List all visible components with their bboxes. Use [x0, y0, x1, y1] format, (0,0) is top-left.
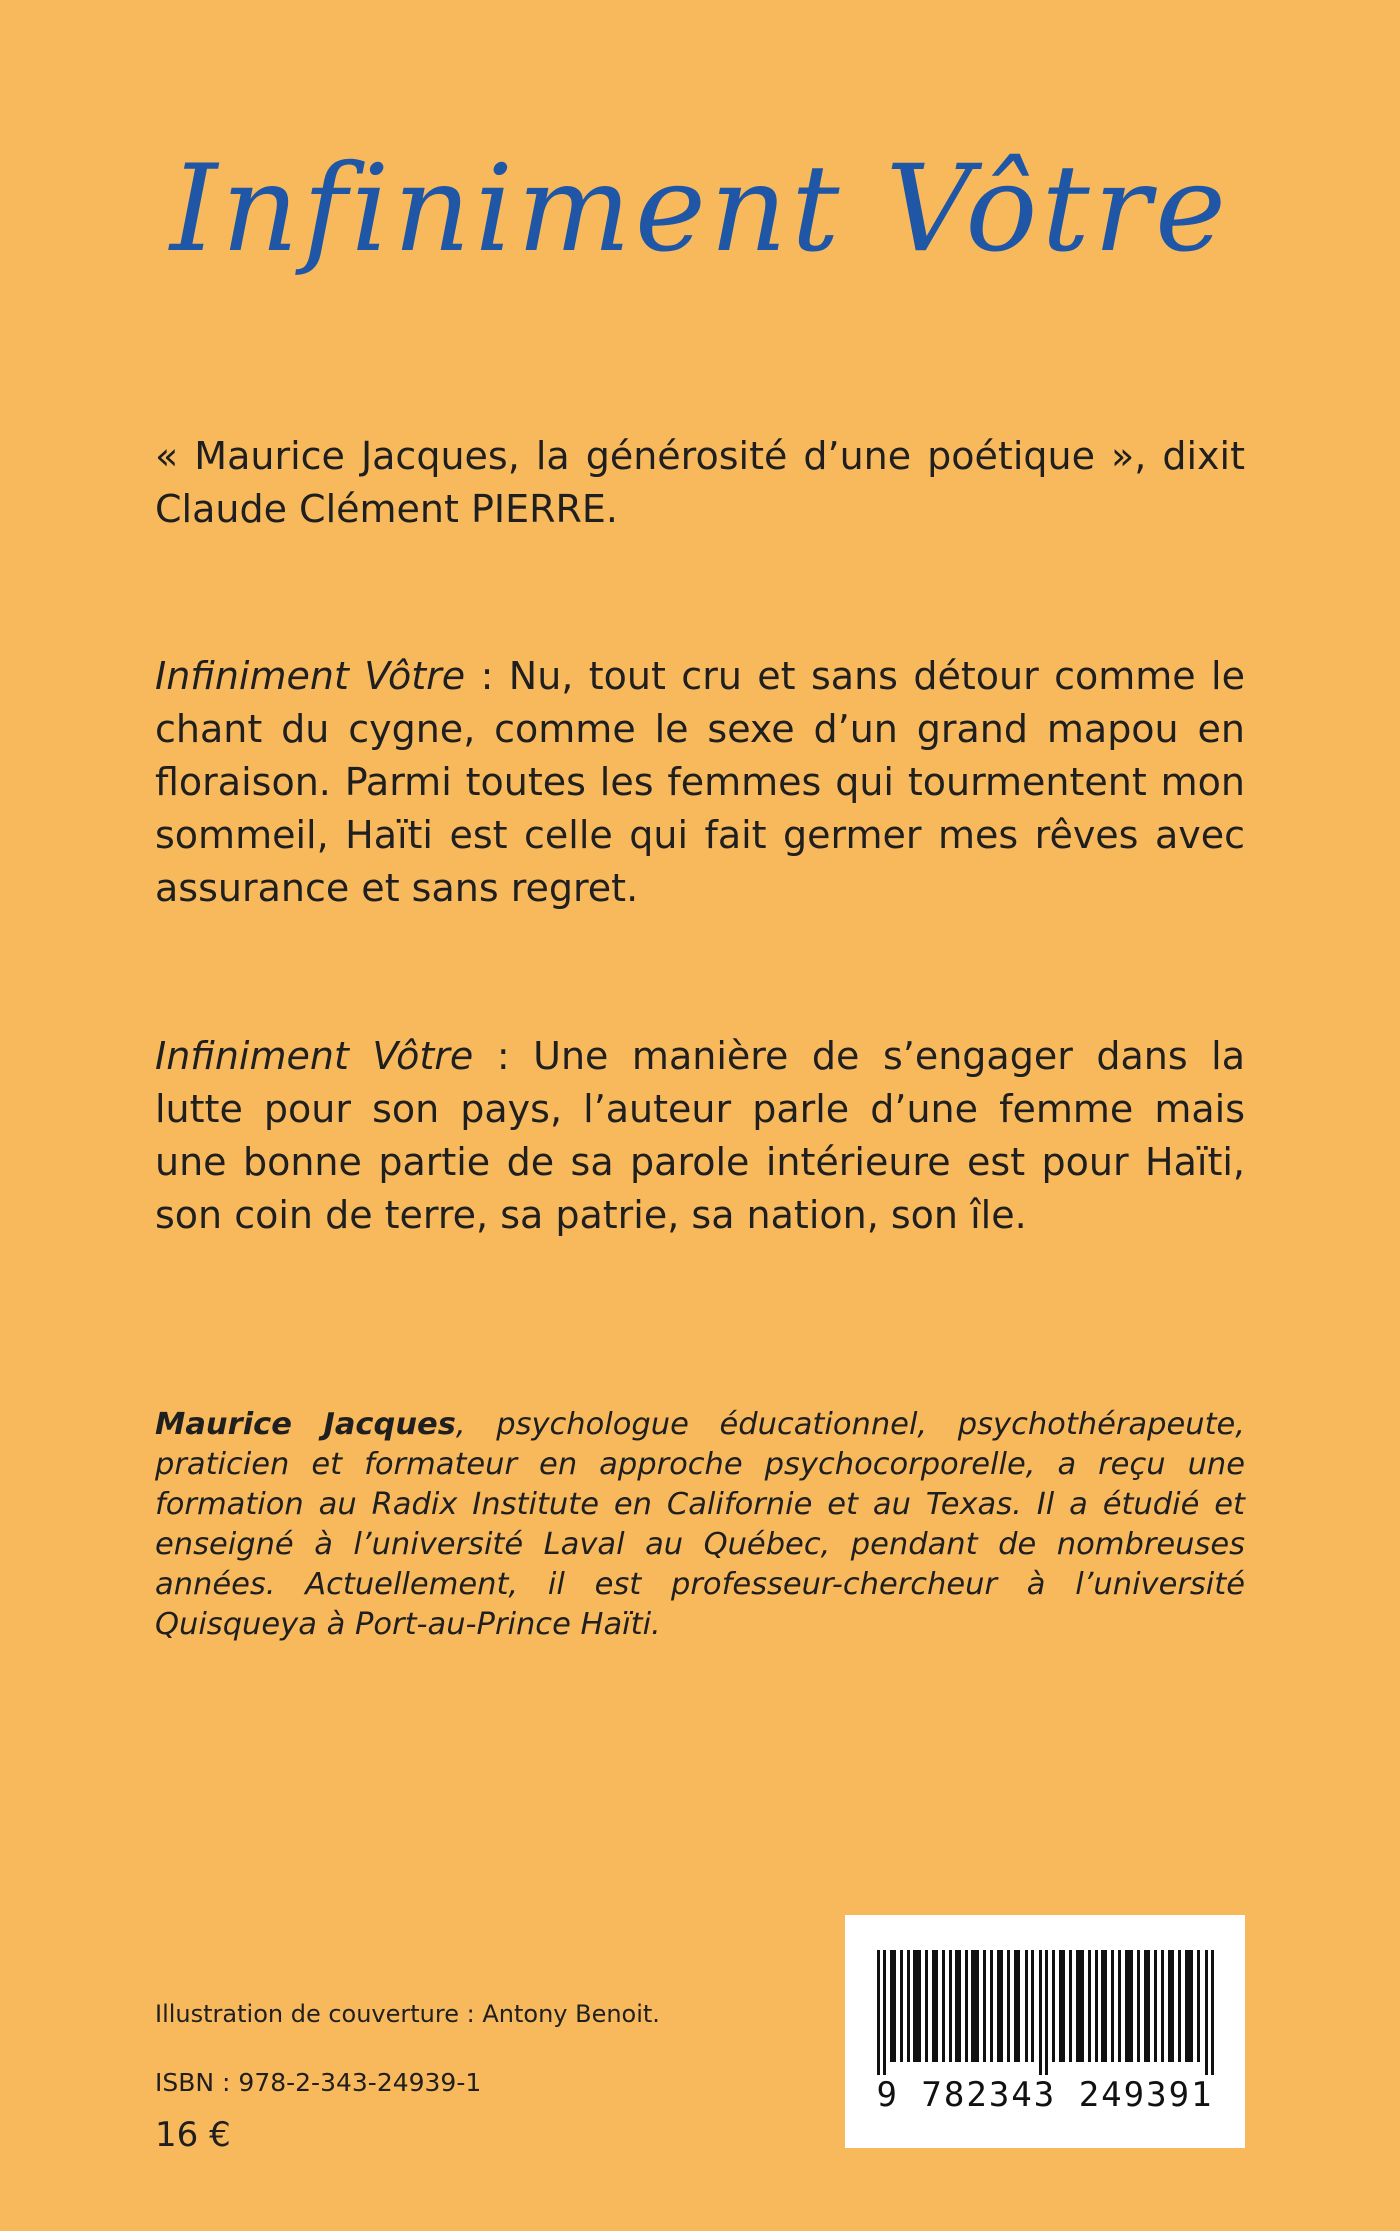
paragraph-2-body: : Une manière de s’engager dans la lutte pour son pays, l’auteur parle d’une femme mais une bonne partie de sa parole intérieure est pour Haïti, son coin de terre, sa patrie, sa nation, son île.: [155, 1034, 1245, 1237]
author-bio-text: , psychologue éducationnel, psychothérapeute, praticien et formateur en approche psychocorporelle, a reçu une formation au Radix Institute en Californie et au Texas. Il a étudié et enseigné à l’université Laval au Québec, pendant de nombreuses années. Actuellement, il est professeur-chercheur à l’université Quisqueya à Port-au-Prince Haïti.: [155, 1407, 1245, 1642]
illustration-credit: Illustration de couverture : Antony Benoit.: [155, 2000, 660, 2028]
quote-line-1: « Maurice Jacques, la générosité d’une poétique », dixit: [155, 434, 1245, 478]
quote-line-2: Claude Clément PIERRE.: [155, 487, 618, 531]
paragraph-2-title: Infiniment Vôtre: [155, 1034, 474, 1078]
paragraph-1-body: : Nu, tout cru et sans détour comme le chant du cygne, comme le sexe d’un grand mapou en floraison. Parmi toutes les femmes qui tourmentent mon sommeil, Haïti est celle qui fait germer mes rêves avec assurance et sans regret.: [155, 654, 1245, 910]
book-title: Infiniment Vôtre: [169, 140, 1231, 279]
description-paragraph-1: [155, 650, 1245, 915]
price-label: 16 €: [155, 2115, 231, 2155]
author-name: Maurice Jacques: [155, 1407, 456, 1442]
barcode-digits: 9 782343 249391: [876, 2075, 1214, 2115]
description-paragraph-2: [155, 1030, 1245, 1242]
isbn-label: ISBN : 978-2-343-24939-1: [155, 2068, 482, 2097]
barcode: [845, 1915, 1245, 2148]
author-bio: [155, 1405, 1245, 1645]
barcode-bars-icon: [863, 1950, 1227, 2075]
paragraph-1-title: Infiniment Vôtre: [155, 654, 466, 698]
quote-block: [155, 430, 1245, 536]
